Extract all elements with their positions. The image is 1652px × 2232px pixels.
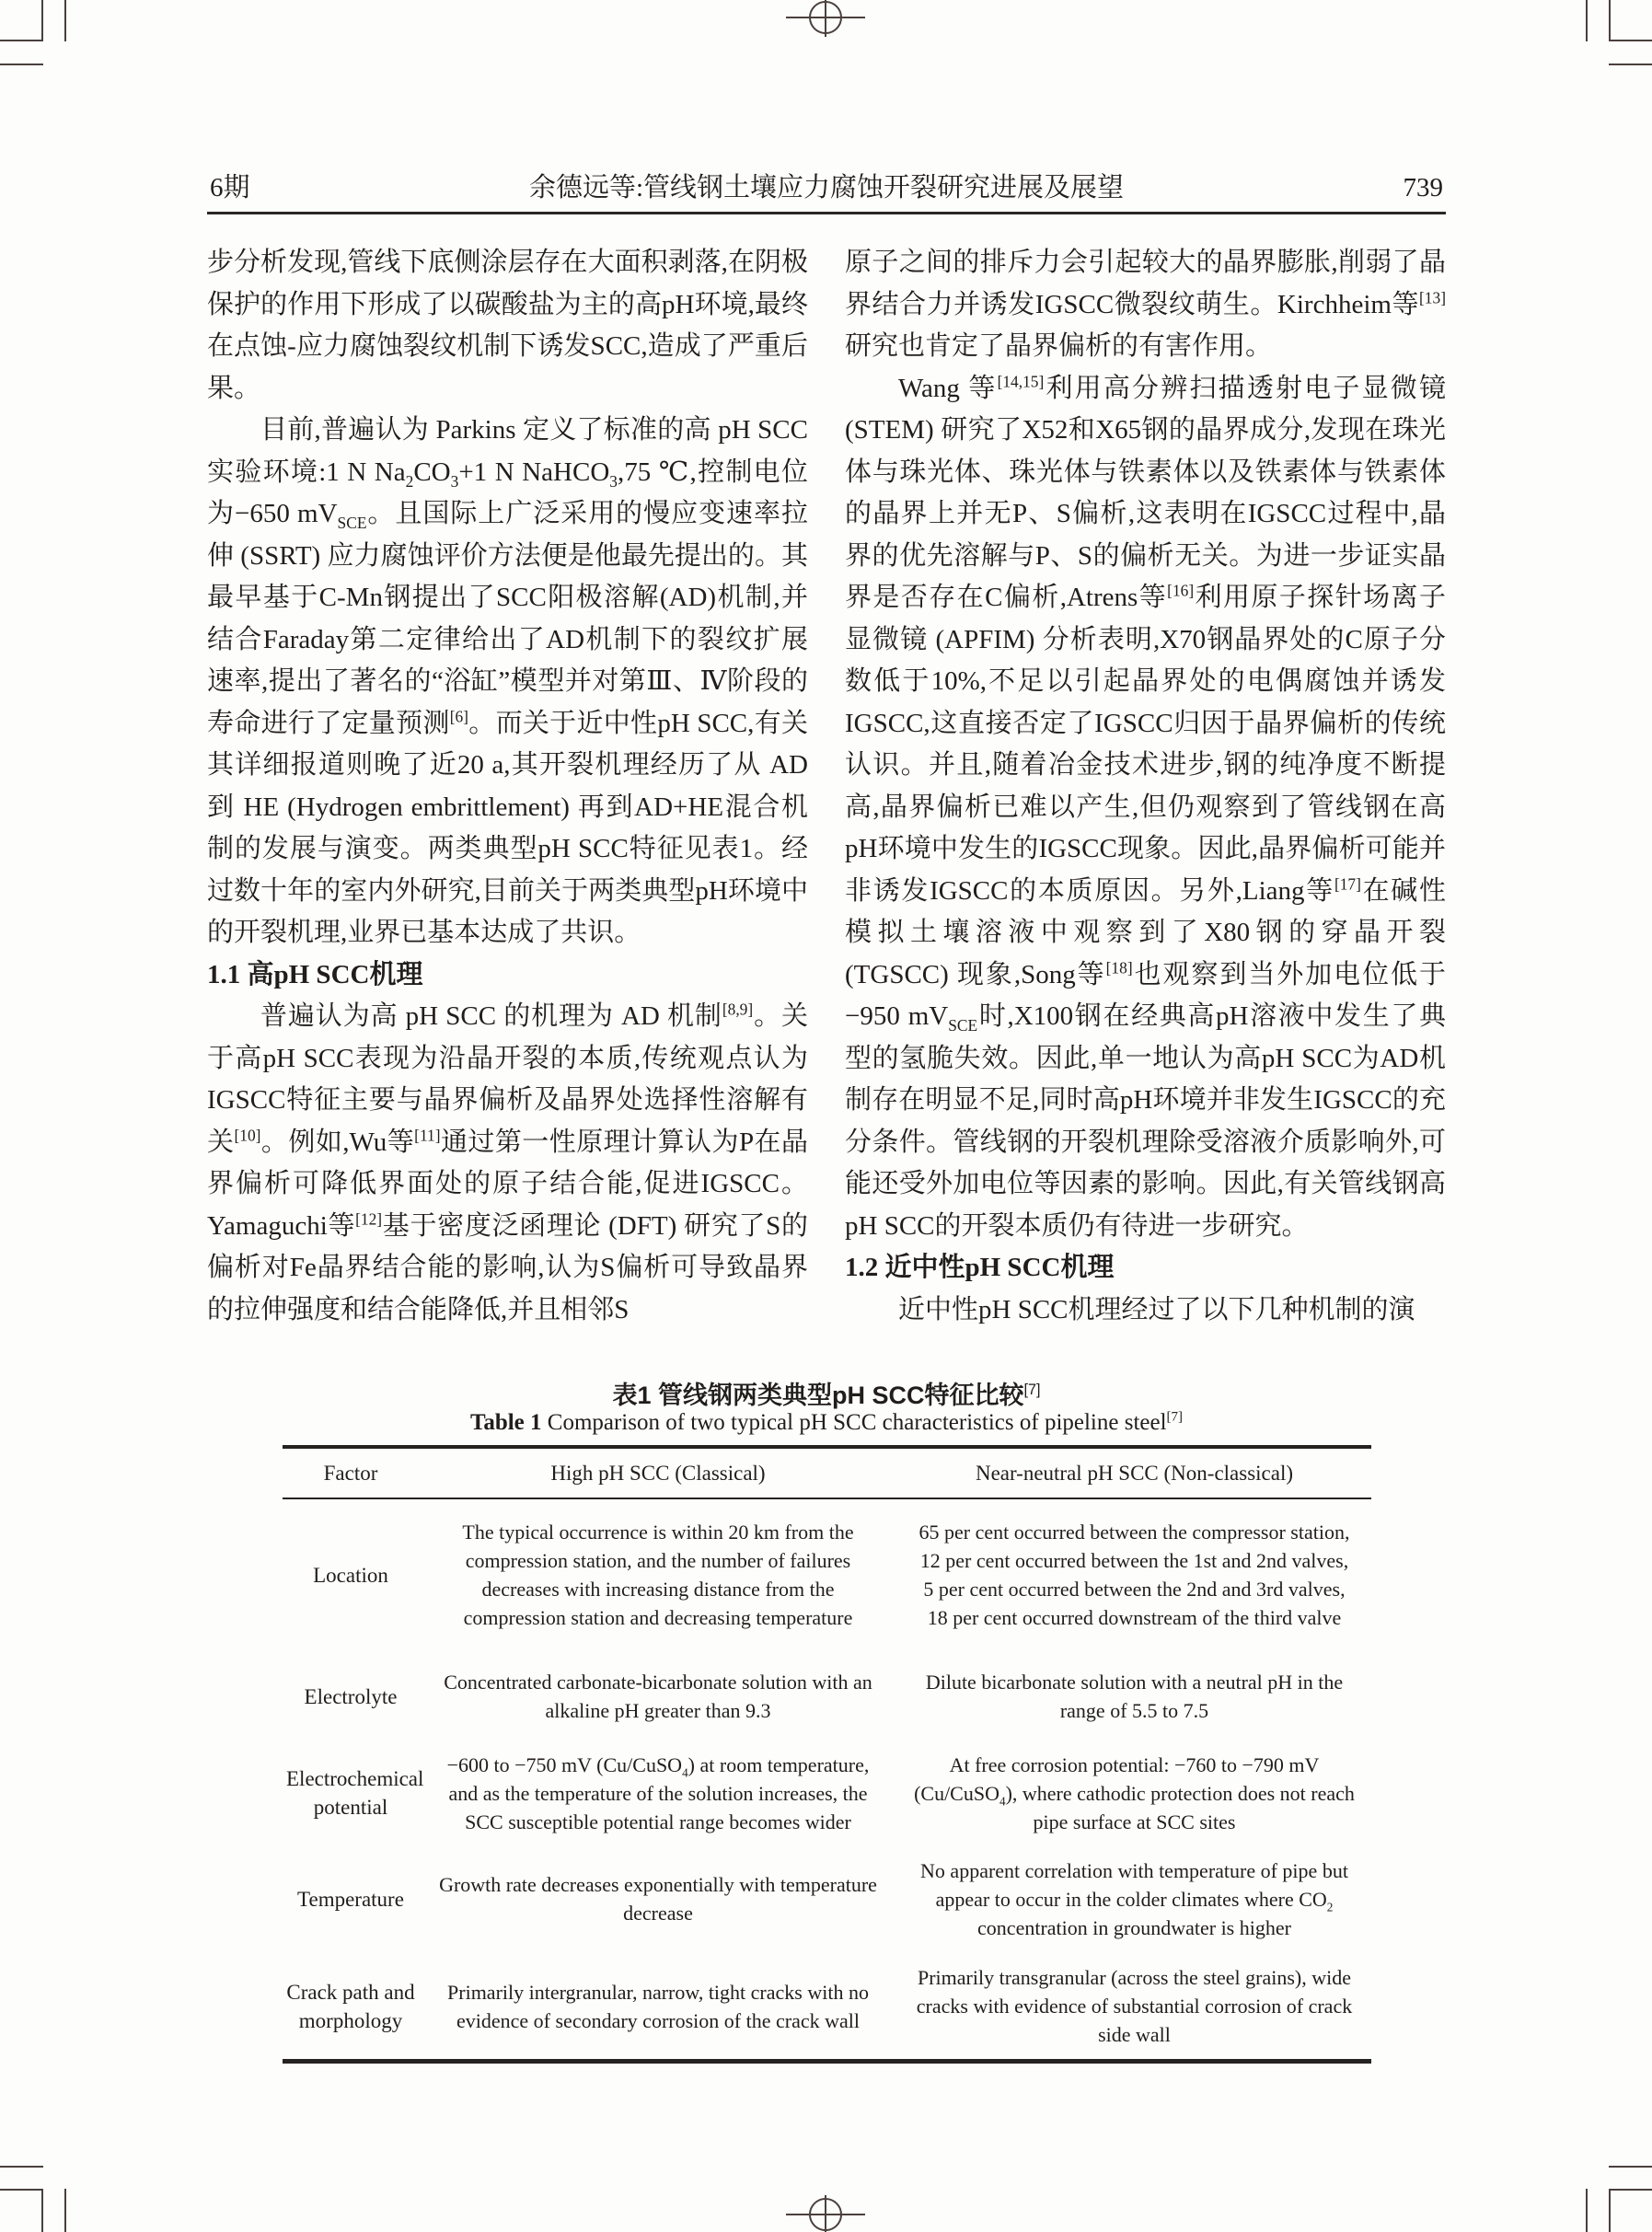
registration-mark-top-icon [786,0,865,37]
table-row [283,1742,1371,1844]
left-column [207,242,808,1379]
table-row [283,1954,1371,2061]
journal-issue: 6期 [210,173,250,202]
crop-mark-bottom-left-horizontal-icon [0,2166,43,2168]
paragraph: 目前,普遍认为 Parkins 定义了标准的高 pH SCC 实验环境:1 N $Na_2CO_3+1$ N NaHCO$_3$,75 ℃,控制电位为−650 $mV_{SCE}$。且国际上广泛采用的慢应变速率拉伸 (SSRT) 应力腐蚀评价方法便是他最先提出的。其最早基于C-Mn钢提出了SCC阳极溶解(AD)机制,并结合Faraday第二定律给出了AD机制下的裂纹扩展速率,提出了著名的“浴缸”模型并对第Ⅲ、Ⅳ阶段的寿命进行了定量预测[6]。而关于近中性pH SCC,有关其详细报道则晚了近20 a,其开裂机理经历了从 AD 到 HE (Hydrogen embrittlement) 再到AD+HE混合机制的发展与演变。两类典型pH SCC特征见表1。经过数十年的室内外研究,目前关于两类典型pH环境中的开裂机理,业界已基本达成了共识。 [207,415,808,947]
crop-mark-top-right-vertical-icon [1586,0,1588,41]
high-ph-cell: Concentrated carbonate-bicarbonate solution with an alkaline pH greater than 9.3 [444,1671,872,1722]
crop-mark-bottom-right-vertical-icon [1586,2189,1588,2232]
factor-cell: Temperature [297,1887,404,1911]
near-neutral-cell: Primarily transgranular (across the steel grains), wide cracks with evidence of substantial corrosion of crack side wall [916,1966,1353,2047]
running-title: 余德远等:管线钢土壤应力腐蚀开裂研究进展及展望 [528,173,1125,202]
crop-mark-top-left-vertical-icon [64,0,66,41]
right-column [845,242,1446,1379]
registration-mark-bottom-icon [786,2195,865,2232]
high-ph-cell: Growth rate decreases exponentially with temperature decrease [439,1873,877,1925]
factor-cell: Location [313,1563,388,1587]
table-row [283,1650,1371,1742]
table-caption-en: Table 1 Comparison of two typical pH SCC characteristics of pipeline steel[7] [469,1409,1184,1435]
high-ph-cell: The typical occurrence is within 20 km from the compression station, and the number of failures decreases with increasing distance from the compression station and decreasing temperature [462,1521,854,1629]
comparison-table [283,1445,1371,2064]
crop-mark-bottom-left-icon [0,2189,43,2232]
crop-mark-top-right-icon [1609,0,1652,41]
page-header [207,168,1446,207]
crop-mark-bottom-right-horizontal-icon [1609,2166,1652,2168]
near-neutral-cell: 65 per cent occurred between the compressor station, 12 per cent occurred between the 1st and 2nd valves, 5 per cent occurred between the 2nd and 3rd valves, 18 per cent occurred downstream of the third valve [918,1521,1350,1629]
near-neutral-cell: Dilute bicarbonate solution with a neutral pH in the range of 5.5 to 7.5 [925,1671,1344,1722]
near-neutral-cell: No apparent correlation with temperature of pipe but appear to occur in the colder climates where $CO_2$ concentration in groundwater is higher [920,1858,1348,1939]
factor-cell: Electrochemical potential [286,1767,424,1819]
table-header-row [283,1447,1371,1498]
crop-mark-bottom-right-icon [1609,2189,1652,2232]
crop-mark-top-left-horizontal-icon [0,64,43,65]
paragraph: 普遍认为高 pH SCC 的机理为 AD 机制[8,9]。关于高pH SCC表现为沿晶开裂的本质,传统观点认为IGSCC特征主要与晶界偏析及晶界处选择性溶解有关[10]。例如,Wu等[11]通过第一性原理计算认为P在晶界偏析可降低界面处的原子结合能,促进IGSCC。Yamaguchi等[12]基于密度泛函理论 (DFT) 研究了S的偏析对Fe晶界结合能的影响,认为S偏析可导致晶界的拉伸强度和结合能降低,并且相邻S [207,1000,808,1324]
crop-mark-bottom-left-vertical-icon [64,2189,66,2232]
paragraph-continuation: 步分析发现,管线下底侧涂层存在大面积剥落,在阴极保护的作用下形成了以碳酸盐为主的高pH环境,最终在点蚀-应力腐蚀裂纹机制下诱发SCC,造成了严重后果。 [207,248,808,403]
comparison-table-wrapper [283,1445,1371,2064]
table-row [283,1844,1371,1954]
paragraph: 近中性pH SCC机理经过了以下几种机制的演 [898,1294,1415,1324]
table-row [283,1498,1371,1650]
column-header-high-ph: High pH SCC (Classical) [419,1447,897,1498]
column-header-factor: Factor [283,1447,419,1498]
paragraph: Wang 等[14,15]利用高分辨扫描透射电子显微镜 (STEM) 研究了X52和X65钢的晶界成分,发现在珠光体与珠光体、珠光体与铁素体以及铁素体与铁素体的晶界上并无P、S偏析,这表明在IGSCC过程中,晶界的优先溶解与P、S的偏析无关。为进一步证实晶界是否存在C偏析,Atrens等[16]利用原子探针场离子显微镜 (APFIM) 分析表明,X70钢晶界处的C原子分数低于10%,不足以引起晶界处的电偶腐蚀并诱发IGSCC,这直接否定了IGSCC归因于晶界偏析的传统认识。并且,随着冶金技术进步,钢的纯净度不断提高,晶界偏析已难以产生,但仍观察到了管线钢在高pH环境中发生的IGSCC现象。因此,晶界偏析可能并非诱发IGSCC的本质原因。另外,Liang等[17]在碱性模拟土壤溶液中观察到了X80钢的穿晶开裂 (TGSCC) 现象,Song等[18]也观察到当外加电位低于−950 $mV_{SCE}$时,X100钢在经典高pH溶液中发生了典型的氢脆失效。因此,单一地认为高pH SCC为AD机制存在明显不足,同时高pH环境并非发生IGSCC的充分条件。管线钢的开裂机理除受溶液介质影响外,可能还受外加电位等因素的影响。因此,有关管线钢高pH SCC的开裂本质仍有待进一步研究。 [845,371,1446,1241]
paragraph-continuation: 原子之间的排斥力会引起较大的晶界膨胀,削弱了晶界结合力并诱发IGSCC微裂纹萌生。Kirchheim等[13]研究也肯定了晶界偏析的有害作用。 [845,248,1446,361]
crop-mark-top-right-horizontal-icon [1609,64,1652,65]
column-header-near-neutral-ph: Near-neutral pH SCC (Non-classical) [897,1447,1371,1498]
crop-mark-top-left-icon [0,0,43,41]
table-caption-zh: 表1 管线钢两类典型pH SCC特征比较[7] [612,1382,1041,1409]
factor-cell: Electrolyte [304,1684,398,1708]
section-heading-1-2: 1.2 近中性pH SCC机理 [845,1253,1115,1282]
high-ph-cell: Primarily intergranular, narrow, tight cracks with no evidence of secondary corrosion of the crack wall [447,1980,869,2032]
near-neutral-cell: At free corrosion potential: −760 to −790 mV (Cu/CuSO$_4$), where cathodic protection does not reach pipe surface at SCC sites [914,1752,1355,1833]
section-heading-1-1: 1.1 高pH SCC机理 [207,959,423,989]
header-rule [207,212,1446,214]
page-number: 739 [1403,173,1443,202]
high-ph-cell: −600 to −750 mV (Cu/CuSO$_4$) at room temperature, and as the temperature of the solution increases, the SCC susceptible potential range becomes wider [446,1752,870,1833]
factor-cell: Crack path and morphology [286,1980,415,2032]
